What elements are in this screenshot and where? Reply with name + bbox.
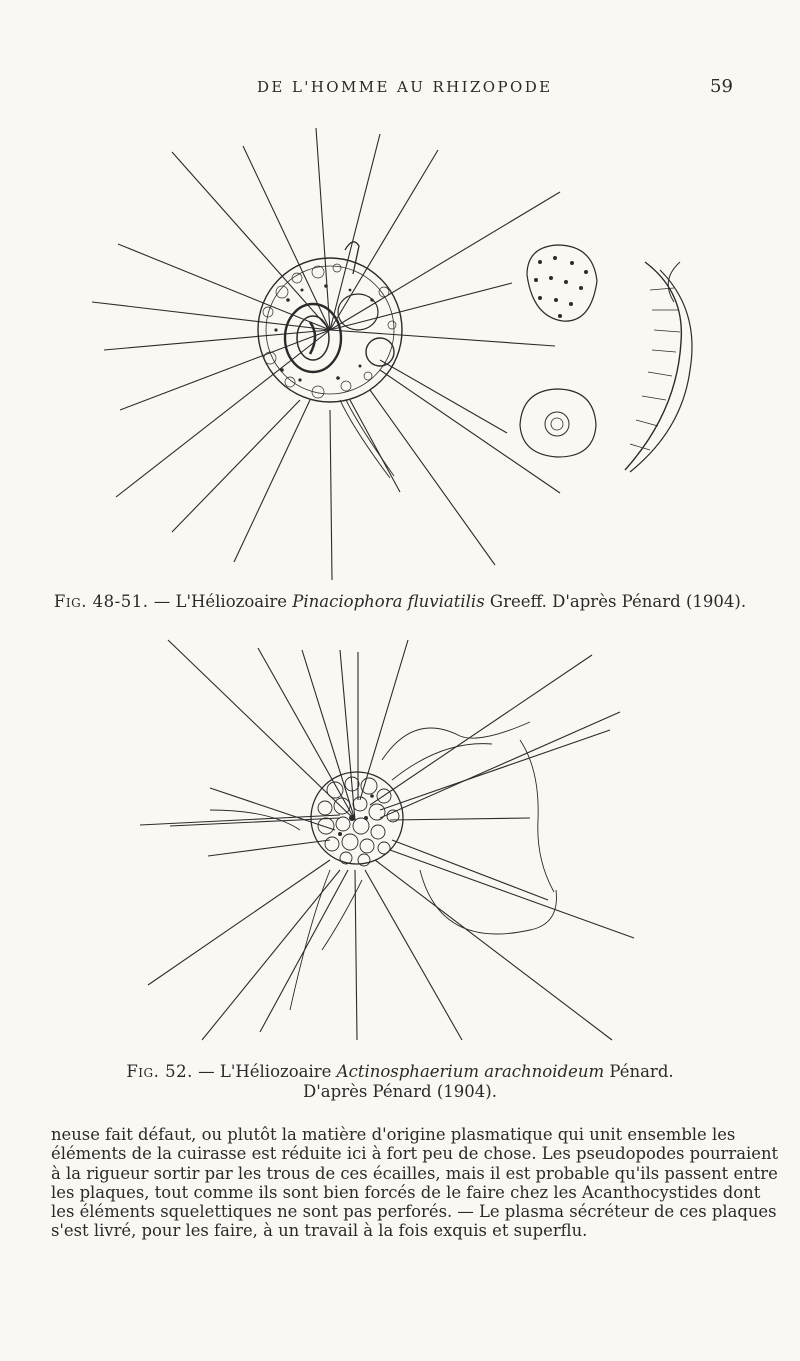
body-line: à la rigueur sortir par les trous de ces écailles, mais il est probable qu'ils passent entre [51,1163,778,1183]
page-header [0,78,800,102]
page-number: 59 [710,76,733,97]
caption-dash: — [192,1062,220,1081]
figure-52-illustration [0,625,800,1045]
species-name: Pinaciophora fluviatilis [292,592,485,611]
figure-label: Fig. 48-51. [53,592,149,611]
running-title: DE L'HOMME AU RHIZOPODE [257,78,553,96]
caption-text: Greeff. D'après Pénard (1904). [484,592,747,611]
caption-text: Pénard. [604,1062,674,1081]
body-line: neuse fait défaut, ou plutôt la matière d'origine plasmatique qui unit ensemble les [51,1125,736,1144]
caption-source: D'après Pénard (1904). [303,1082,497,1101]
caption-dash: — [148,592,176,611]
figure-52-caption [0,1062,800,1102]
figure-48-51-caption [0,592,800,612]
body-line: éléments de la cuirasse est réduite ici à fort peu de chose. Les pseudopodes pourraient [51,1144,779,1164]
caption-text: L'Héliozoaire [175,592,293,611]
body-line: les plaques, tout comme ils sont bien forcés de le faire chez les Acanthocystides dont [51,1182,761,1202]
body-line: les éléments squelettiques ne sont pas perforés. — Le plasma sécréteur de ces plaques [51,1202,777,1222]
body-paragraph [51,1125,779,1241]
species-name: Actinosphaerium arachnoideum [336,1062,605,1081]
caption-text: L'Héliozoaire [219,1062,337,1081]
figure-label: Fig. 52. [126,1062,193,1081]
body-line: s'est livré, pour les faire, à un travail à la fois exquis et superflu. [51,1221,588,1241]
figure-48-51-illustration [0,120,800,585]
